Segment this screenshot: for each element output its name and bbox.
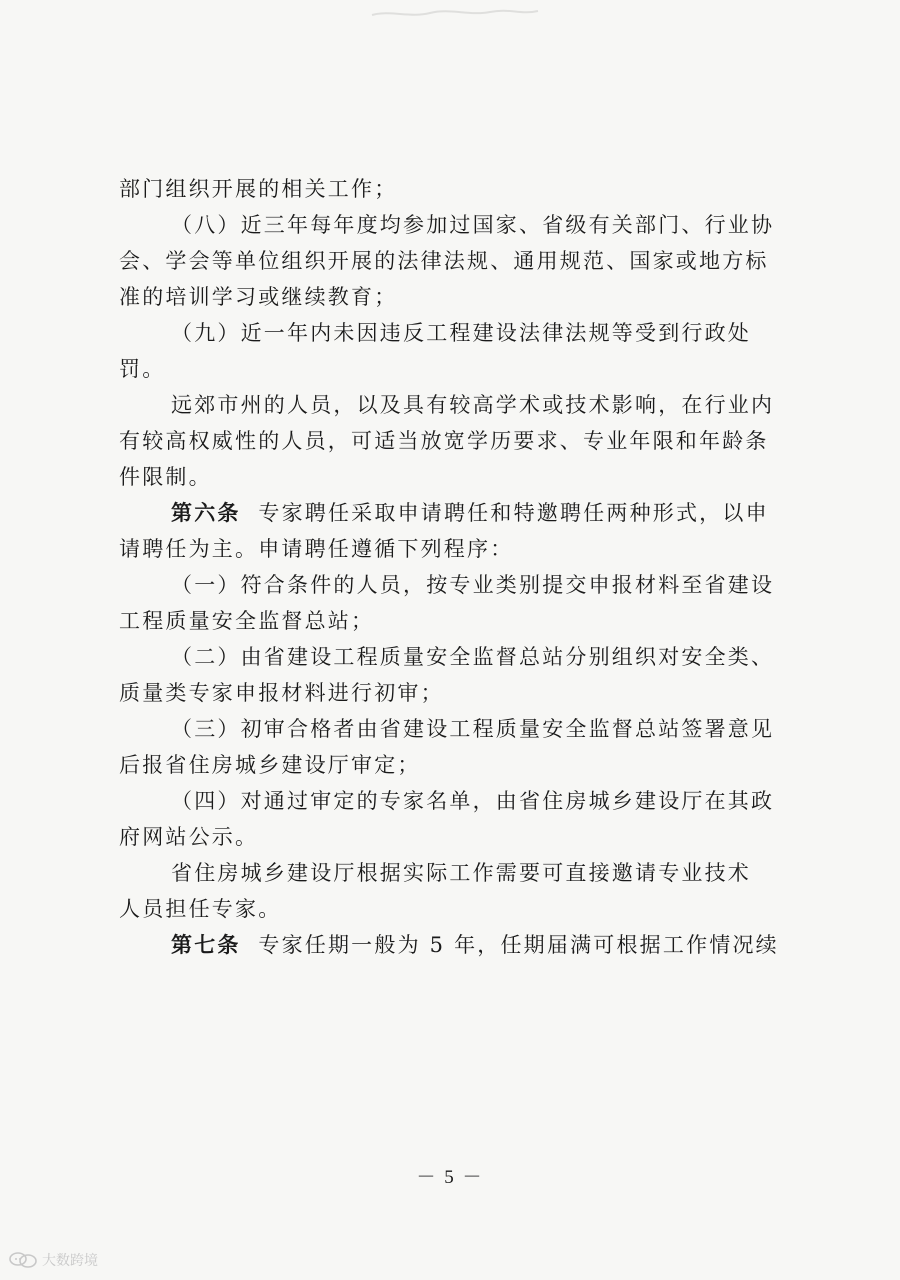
text-line: 有较高权威性的人员，可适当放宽学历要求、专业年限和年龄条	[119, 429, 769, 453]
watermark-text: 大数跨境	[42, 1253, 98, 1269]
text-line: 后报省住房城乡建设厅审定；	[119, 753, 421, 777]
text-line: 会、学会等单位组织开展的法律法规、通用规范、国家或地方标	[119, 249, 769, 273]
text-line: （四）对通过审定的专家名单，由省住房城乡建设厅在其政	[171, 789, 775, 813]
text-line: （一）符合条件的人员，按专业类别提交申报材料至省建设	[171, 573, 775, 597]
article-heading-line	[119, 495, 789, 531]
body-text	[119, 171, 789, 963]
text-line: （三）初审合格者由省建设工程质量安全监督总站签署意见	[171, 717, 775, 741]
page-number: － 5 －	[416, 1167, 484, 1188]
article-heading-line	[119, 927, 789, 963]
text-line: 质量类专家申报材料进行初审；	[119, 681, 444, 705]
text-line: （二）由省建设工程质量安全监督总站分别组织对安全类、	[171, 645, 775, 669]
article-text: 专家任期一般为 5 年，任期届满可根据工作情况续	[258, 933, 779, 957]
text-line: 远郊市州的人员，以及具有较高学术或技术影响，在行业内	[171, 393, 775, 417]
article-label: 第七条	[171, 932, 241, 957]
text-line: 部门组织开展的相关工作；	[119, 177, 398, 201]
text-line: 件限制。	[119, 465, 212, 489]
article-text: 专家聘任采取申请聘任和特邀聘任两种形式，以申	[258, 501, 769, 525]
text-line: 人员担任专家。	[119, 897, 282, 921]
watermark	[8, 1250, 98, 1270]
text-line: 府网站公示。	[119, 825, 259, 849]
text-line: 罚。	[119, 357, 166, 381]
text-line: 工程质量安全监督总站；	[119, 609, 375, 633]
text-line: 省住房城乡建设厅根据实际工作需要可直接邀请专业技术	[171, 861, 751, 885]
article-label: 第六条	[171, 500, 241, 525]
text-line: （九）近一年内未因违反工程建设法律法规等受到行政处	[171, 321, 751, 345]
speech-bubble-icon	[8, 1251, 38, 1269]
text-line: 准的培训学习或继续教育；	[119, 285, 398, 309]
text-line: （八）近三年每年度均参加过国家、省级有关部门、行业协	[171, 213, 775, 237]
scan-artifact-icon	[370, 6, 540, 20]
text-line: 请聘任为主。申请聘任遵循下列程序：	[119, 537, 514, 561]
